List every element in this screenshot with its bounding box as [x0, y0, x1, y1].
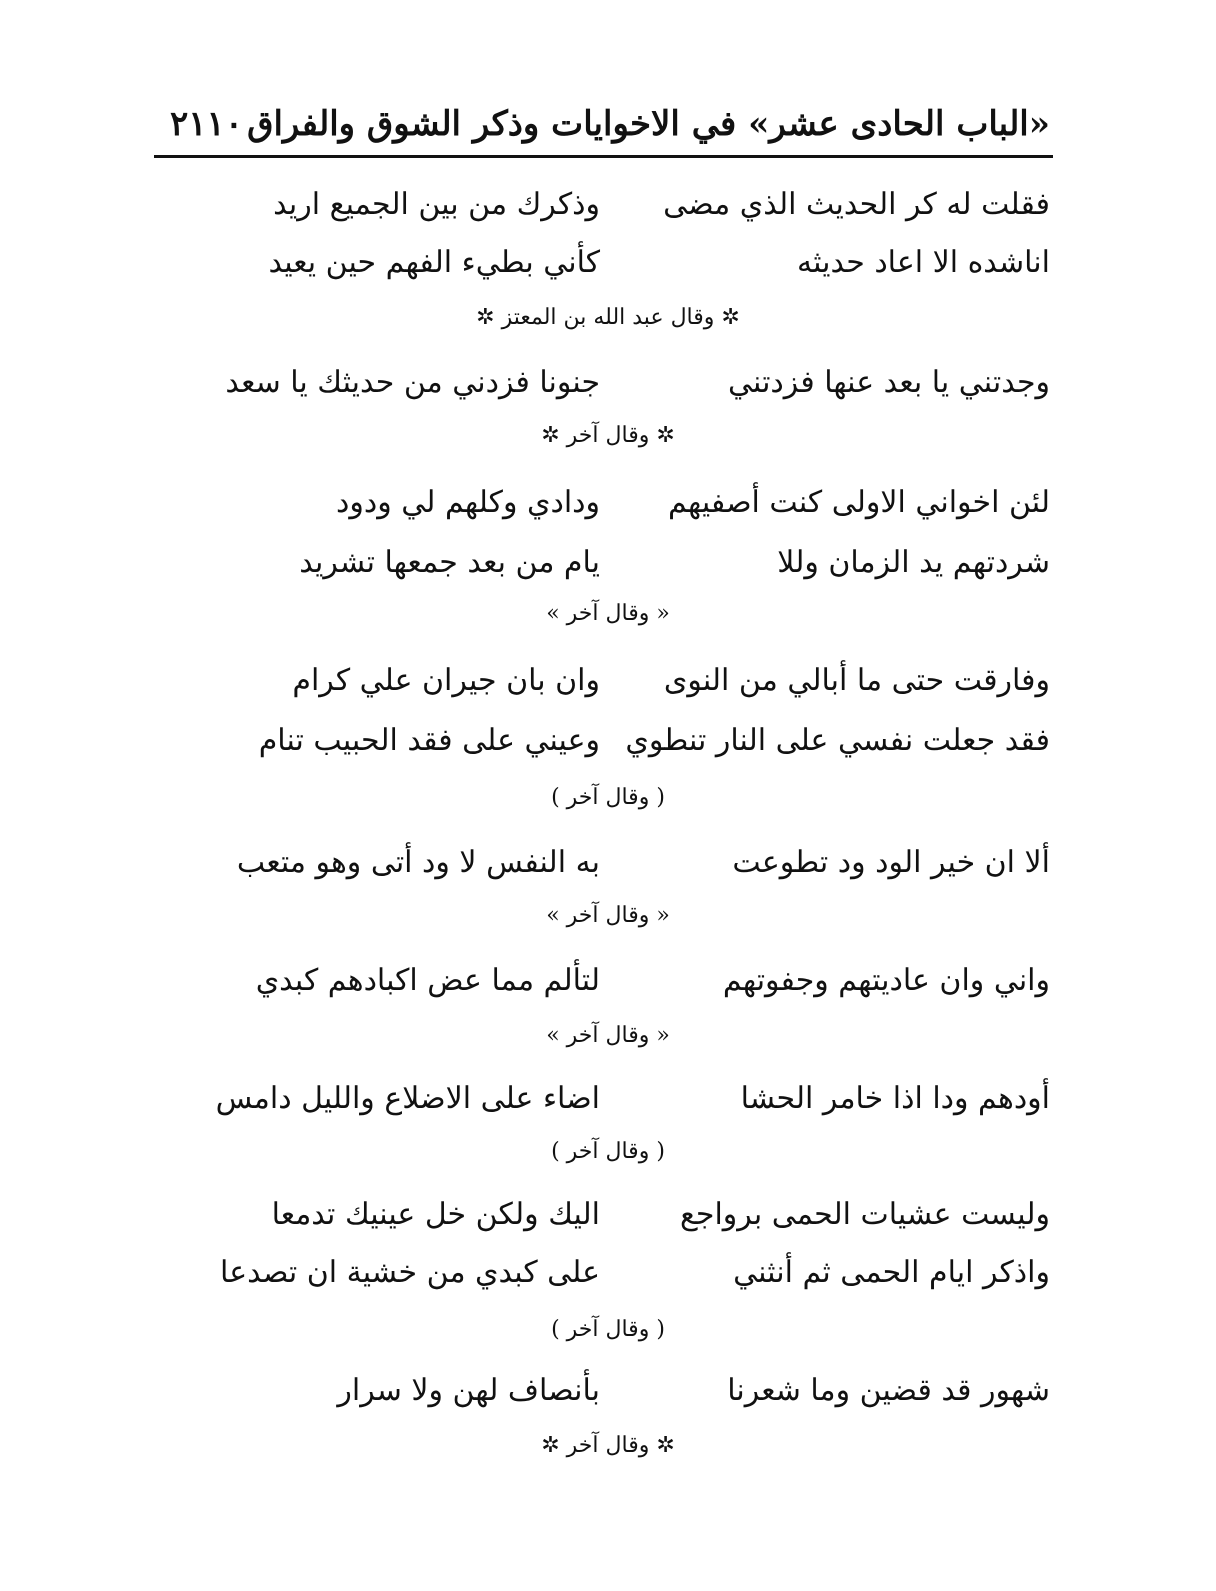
verse-first-hemistich: وفارقت حتى ما أبالي من النوى — [663, 663, 1050, 698]
verse-second-hemistich: وان بان جيران علي كرام — [292, 663, 600, 698]
verse-line — [170, 1074, 1050, 1124]
verse-second-hemistich: ودادي وكلهم لي ودود — [336, 485, 600, 520]
verse-line — [170, 956, 1050, 1006]
verse-line — [170, 1366, 1050, 1416]
ornament-star-icon: ✲ — [541, 423, 560, 448]
verse-second-hemistich: لتألم مما عض اكبادهم كبدي — [255, 963, 600, 998]
attribution-heading — [0, 302, 1216, 334]
ornament-star-icon: ✲ — [476, 305, 495, 330]
verse-first-hemistich: فقد جعلت نفسي على النار تنطوي — [625, 723, 1050, 758]
verse-line — [170, 538, 1050, 588]
attribution-text: وقال عبد الله بن المعتز — [501, 305, 715, 330]
attribution-text: ( وقال آخر ) — [551, 785, 665, 810]
verse-second-hemistich: اضاء على الاضلاع والليل دامس — [215, 1081, 600, 1116]
attribution-heading — [0, 1314, 1216, 1346]
verse-line — [170, 656, 1050, 706]
attribution-heading — [0, 1136, 1216, 1168]
verse-first-hemistich: وليست عشيات الحمى برواجع — [679, 1197, 1050, 1232]
ornament-star-icon: ✲ — [541, 1433, 560, 1458]
attribution-text: وقال آخر — [566, 1433, 650, 1458]
ornament-star-icon: ✲ — [721, 305, 740, 330]
attribution-heading — [0, 598, 1216, 630]
attribution-heading — [0, 420, 1216, 452]
verse-second-hemistich: به النفس لا ود أتى وهو متعب — [236, 845, 600, 880]
attribution-text: « وقال آخر » — [546, 1023, 670, 1048]
attribution-heading — [0, 782, 1216, 814]
verse-second-hemistich: على كبدي من خشية ان تصدعا — [220, 1255, 600, 1290]
verse-first-hemistich: اناشده الا اعاد حديثه — [797, 245, 1050, 280]
chapter-title: «الباب الحادى عشر» في الاخوايات وذكر الشوق والفراق — [247, 104, 1050, 144]
verse-line — [170, 1248, 1050, 1298]
verse-second-hemistich: وعيني على فقد الحبيب تنام — [258, 723, 600, 758]
verse-first-hemistich: شردتهم يد الزمان وللا — [777, 545, 1050, 580]
verse-second-hemistich: يام من بعد جمعها تشريد — [299, 545, 600, 580]
verse-first-hemistich: شهور قد قضين وما شعرنا — [727, 1373, 1050, 1408]
verse-second-hemistich: جنونا فزدني من حديثك يا سعد — [225, 365, 600, 400]
verse-second-hemistich: بأنصاف لهن ولا سرار — [337, 1373, 600, 1408]
verse-second-hemistich: وذكرك من بين الجميع اريد — [273, 187, 600, 222]
header-rule — [154, 155, 1053, 158]
attribution-text: « وقال آخر » — [546, 903, 670, 928]
verse-first-hemistich: لئن اخواني الاولى كنت أصفيهم — [668, 485, 1050, 520]
verse-first-hemistich: ألا ان خير الود ود تطوعت — [732, 845, 1050, 880]
ornament-star-icon: ✲ — [656, 423, 675, 448]
verse-first-hemistich: فقلت له كر الحديث الذي مضى — [663, 187, 1050, 222]
page-header — [170, 100, 1050, 148]
verse-second-hemistich: كأني بطيء الفهم حين يعيد — [268, 245, 600, 280]
attribution-heading — [0, 1430, 1216, 1462]
attribution-heading — [0, 900, 1216, 932]
verse-first-hemistich: واذكر ايام الحمى ثم أنثني — [733, 1255, 1050, 1290]
verse-second-hemistich: اليك ولكن خل عينيك تدمعا — [271, 1197, 600, 1232]
verse-line — [170, 716, 1050, 766]
attribution-text: « وقال آخر » — [546, 601, 670, 626]
attribution-heading — [0, 1020, 1216, 1052]
verse-line — [170, 1190, 1050, 1240]
verse-first-hemistich: وجدتني يا بعد عنها فزدتني — [728, 365, 1050, 400]
verse-line — [170, 478, 1050, 528]
attribution-text: ( وقال آخر ) — [551, 1139, 665, 1164]
verse-first-hemistich: واني وان عاديتهم وجفوتهم — [722, 963, 1050, 998]
verse-first-hemistich: أودهم ودا اذا خامر الحشا — [740, 1081, 1050, 1116]
verse-line — [170, 238, 1050, 288]
attribution-text: ( وقال آخر ) — [551, 1317, 665, 1342]
page-number: ٢١١٠ — [170, 104, 244, 144]
verse-line — [170, 838, 1050, 888]
verse-line — [170, 358, 1050, 408]
ornament-star-icon: ✲ — [656, 1433, 675, 1458]
verse-line — [170, 180, 1050, 230]
attribution-text: وقال آخر — [566, 423, 650, 448]
